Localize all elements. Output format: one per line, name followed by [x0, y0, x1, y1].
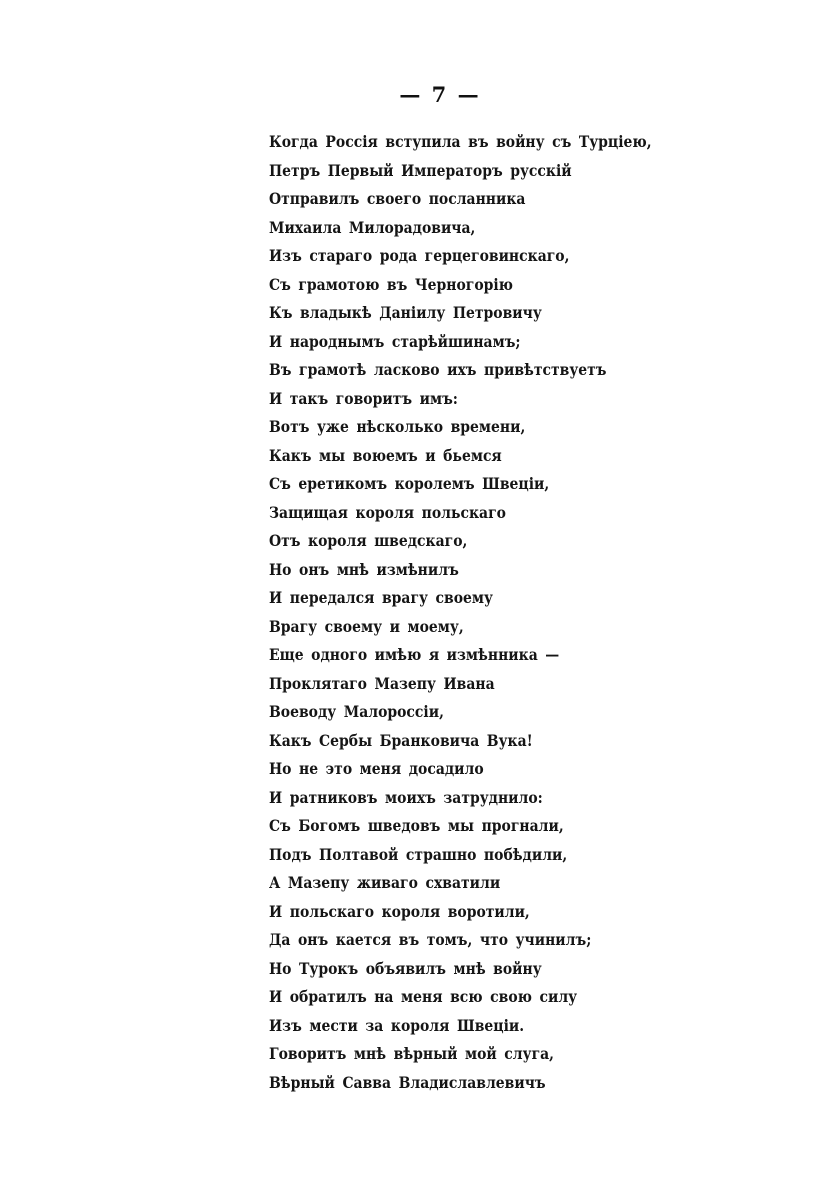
- poem-line: И обратилъ на меня всю свою силу: [269, 987, 578, 1006]
- poem-line: Но Турокъ объявилъ мнѣ войну: [269, 958, 542, 978]
- poem-line: Въ грамотѣ ласково ихъ привѣтствуетъ: [269, 360, 607, 379]
- poem-line: Михаила Милорадовича,: [269, 217, 476, 237]
- poem-line: Съ грамотою въ Черногорію: [269, 274, 513, 294]
- poem-line: Вотъ уже нѣсколько времени,: [269, 417, 526, 436]
- poem-line: Да онъ кается въ томъ, что учинилъ;: [269, 930, 592, 949]
- poem-line: Проклятаго Мазепу Ивана: [269, 673, 495, 693]
- poem-line: И такъ говоритъ имъ:: [269, 388, 458, 408]
- poem-line: Съ еретикомъ королемъ Швеціи,: [269, 474, 550, 493]
- poem-line: Говоритъ мнѣ вѣрный мой слуга,: [269, 1044, 555, 1063]
- poem-line: Но онъ мнѣ измѣнилъ: [269, 559, 459, 579]
- poem-line: Но не это меня досадило: [269, 759, 484, 778]
- poem-line: Защищая короля польскаго: [269, 502, 506, 522]
- poem-line: И польскаго короля воротили,: [269, 901, 530, 921]
- poem-line: И народнымъ старѣйшинамъ;: [269, 331, 521, 351]
- page-number: — 7 —: [399, 82, 481, 107]
- poem-line: Подъ Полтавой страшно побѣдили,: [269, 844, 568, 864]
- poem-line: Когда Россія вступила въ войну съ Турціею,: [269, 132, 652, 151]
- poem-line: Съ Богомъ шведовъ мы прогнали,: [269, 816, 564, 835]
- poem-text: [269, 128, 694, 1097]
- poem-line: Вѣрный Савва Владиславлевичъ: [269, 1072, 546, 1092]
- poem-line: Отправилъ своего посланника: [269, 189, 526, 208]
- poem-line: Еще одного имѣю я измѣнника —: [269, 645, 560, 664]
- poem-line: Врагу своему и моему,: [269, 616, 464, 636]
- poem-line: Какъ мы воюемъ и бьемся: [269, 445, 502, 465]
- poem-line: Петръ Первый Императоръ русскій: [269, 160, 572, 180]
- poem-line: И ратниковъ моихъ затруднило:: [269, 787, 543, 807]
- poem-line: Изъ стараго рода герцеговинскаго,: [269, 246, 570, 265]
- poem-line: Изъ мести за короля Швеціи.: [269, 1015, 525, 1035]
- poem-line: Воеводу Малороссіи,: [269, 702, 444, 721]
- poem-line: Отъ короля шведскаго,: [269, 531, 468, 550]
- poem-line: Какъ Сербы Бранковича Вука!: [269, 730, 533, 750]
- poem-line: А Мазепу живаго схватили: [269, 873, 501, 892]
- poem-line: Къ владыкѣ Данiилу Петровичу: [269, 303, 542, 322]
- poem-line: И передался врагу своему: [269, 588, 493, 607]
